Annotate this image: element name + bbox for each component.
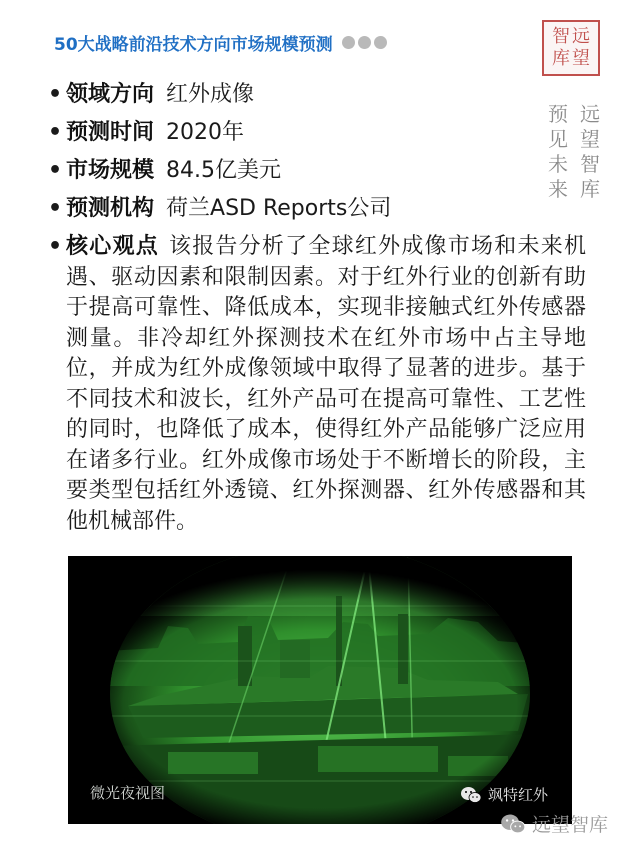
agency-value: 荷兰ASD Reports公司 <box>166 196 392 221</box>
calligraphy-char: 智 <box>580 152 600 176</box>
dot <box>342 36 355 49</box>
info-row-field <box>46 80 586 109</box>
calligraphy-char: 库 <box>580 177 600 201</box>
seal-column-left <box>552 26 570 70</box>
photo-watermark <box>460 784 548 805</box>
wechat-icon <box>460 786 482 804</box>
page-header <box>54 30 387 55</box>
bottom-brand-text: 远望智库 <box>532 814 609 836</box>
page-title: 50大战略前沿技术方向市场规模预测 <box>54 35 333 55</box>
photo-caption: 微光夜视图 <box>90 784 166 802</box>
agency-label: 预测机构 <box>66 196 155 221</box>
calligraphy-char: 望 <box>580 127 600 151</box>
market-value: 84.5亿美元 <box>166 158 282 183</box>
night-vision-photo <box>68 556 572 824</box>
info-row-market <box>46 156 586 185</box>
seal-char: 远 <box>572 26 590 47</box>
seal-column-right <box>572 26 590 70</box>
time-value: 2020年 <box>166 120 245 145</box>
bottom-brand <box>500 810 608 837</box>
field-value: 红外成像 <box>166 82 255 107</box>
calligraphy-char: 未 <box>548 152 568 176</box>
seal-char: 智 <box>552 26 570 47</box>
market-label: 市场规模 <box>66 158 155 183</box>
calligraphy-char: 远 <box>580 102 600 126</box>
seal-char: 库 <box>552 48 570 69</box>
info-list <box>46 80 586 546</box>
calligraphy-char: 见 <box>548 127 568 151</box>
info-row-agency <box>46 194 586 223</box>
seal-char: 望 <box>572 48 590 69</box>
calligraphy-char: 预 <box>548 102 568 126</box>
core-value: 该报告分析了全球红外成像市场和未来机遇、驱动因素和限制因素。对于红外行业的创新有助于提高可靠性、降低成本，实现非接触式红外传感器测量。非冷却红外探测技术在红外市场中占主导地位，并成为红外成像领域中取得了显著的进步。基于不同技术和波长，红外产品可在提高可靠性、工艺性的同时，也降低了成本，使得红外产品能够广泛应用在诸多行业。红外成像市场处于不断增长的阶段，主要类型包括红外透镜、红外探测器、红外传感器和其他机械部件。 <box>66 234 586 534</box>
time-label: 预测时间 <box>66 120 155 145</box>
seal-stamp <box>542 20 600 76</box>
info-row-time <box>46 118 586 147</box>
core-label: 核心观点 <box>66 234 159 259</box>
field-label: 领域方向 <box>66 82 155 107</box>
calligraphy-char: 来 <box>548 177 568 201</box>
decorative-dots <box>339 36 387 49</box>
dot <box>358 36 371 49</box>
watermark-text: 飒特红外 <box>488 786 549 804</box>
wechat-icon <box>500 813 526 835</box>
info-row-core <box>46 232 586 537</box>
dot <box>374 36 387 49</box>
